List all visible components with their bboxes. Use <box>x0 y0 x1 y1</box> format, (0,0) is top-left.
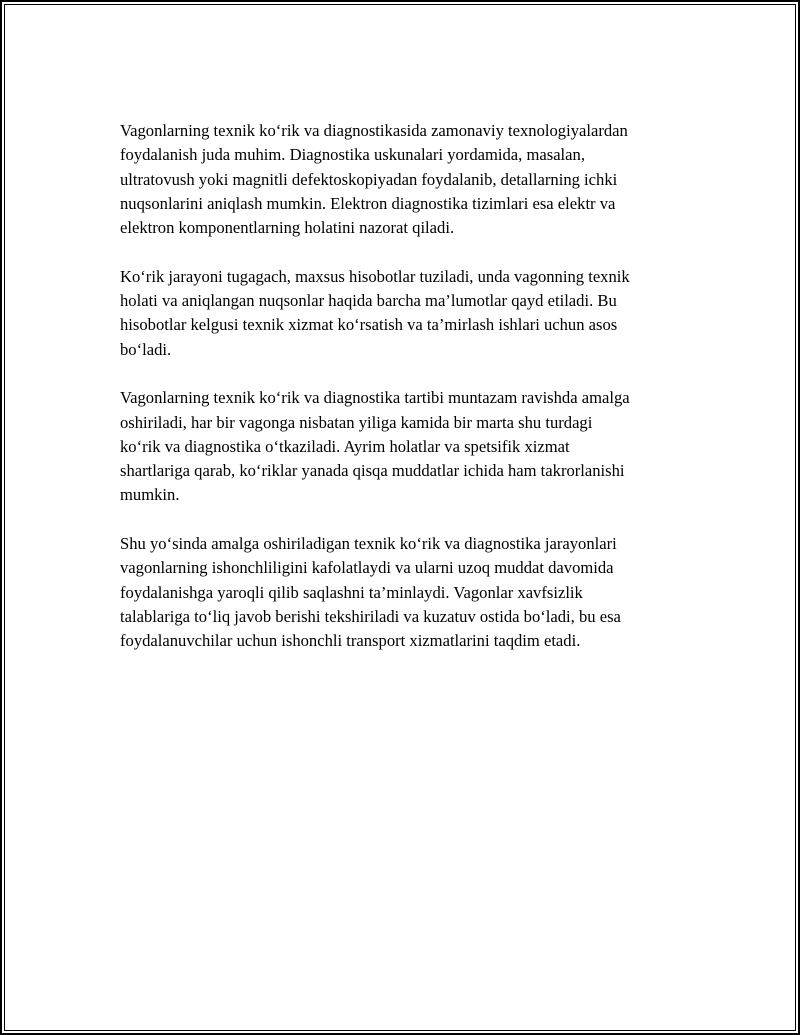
paragraph-4: Shu yo‘sinda amalga oshiriladigan texnik ko‘rik va diagnostika jarayonlari vagonlarning ishonchliligini kafolatlaydi va ularni uzoq muddat davomida foydalanishga yaroqli qilib saqlashni ta’minlaydi. Vagonlar xavfsizlik talablariga to‘liq javob berishi tekshiriladi va kuzatuv ostida bo‘ladi, bu esa foydalanuvchilar uchun ishonchli transport xizmatlarini taqdim etadi. <box>120 534 621 651</box>
paragraph-1: Vagonlarning texnik ko‘rik va diagnostikasida zamonaviy texnologiyalardan foydalanish juda muhim. Diagnostika uskunalari yordamida, masalan, ultratovush yoki magnitli defektoskopiyadan foydalanib, detallarning ichki nuqsonlarini aniqlash mumkin. Elektron diagnostika tizimlari esa elektr va elektron komponentlarning holatini nazorat qiladi. <box>120 121 628 238</box>
paragraph-2: Ko‘rik jarayoni tugagach, maxsus hisobotlar tuziladi, unda vagonning texnik holati va aniqlangan nuqsonlar haqida barcha ma’lumotlar qayd etiladi. Bu hisobotlar kelgusi texnik xizmat ko‘rsatish va ta’mirlash ishlari uchun asos bo‘ladi. <box>120 266 630 359</box>
paragraph-3: Vagonlarning texnik ko‘rik va diagnostika tartibi muntazam ravishda amalga oshiriladi, har bir vagonga nisbatan yiliga kamida bir marta shu turdagi ko‘rik va diagnostika o‘tkaziladi. Ayrim holatlar va spetsifik xizmat shartlariga qarab, ko‘riklar yanada qisqa muddatlar ichida ham takrorlanishi mumkin. <box>120 388 630 505</box>
document-body <box>120 119 700 678</box>
